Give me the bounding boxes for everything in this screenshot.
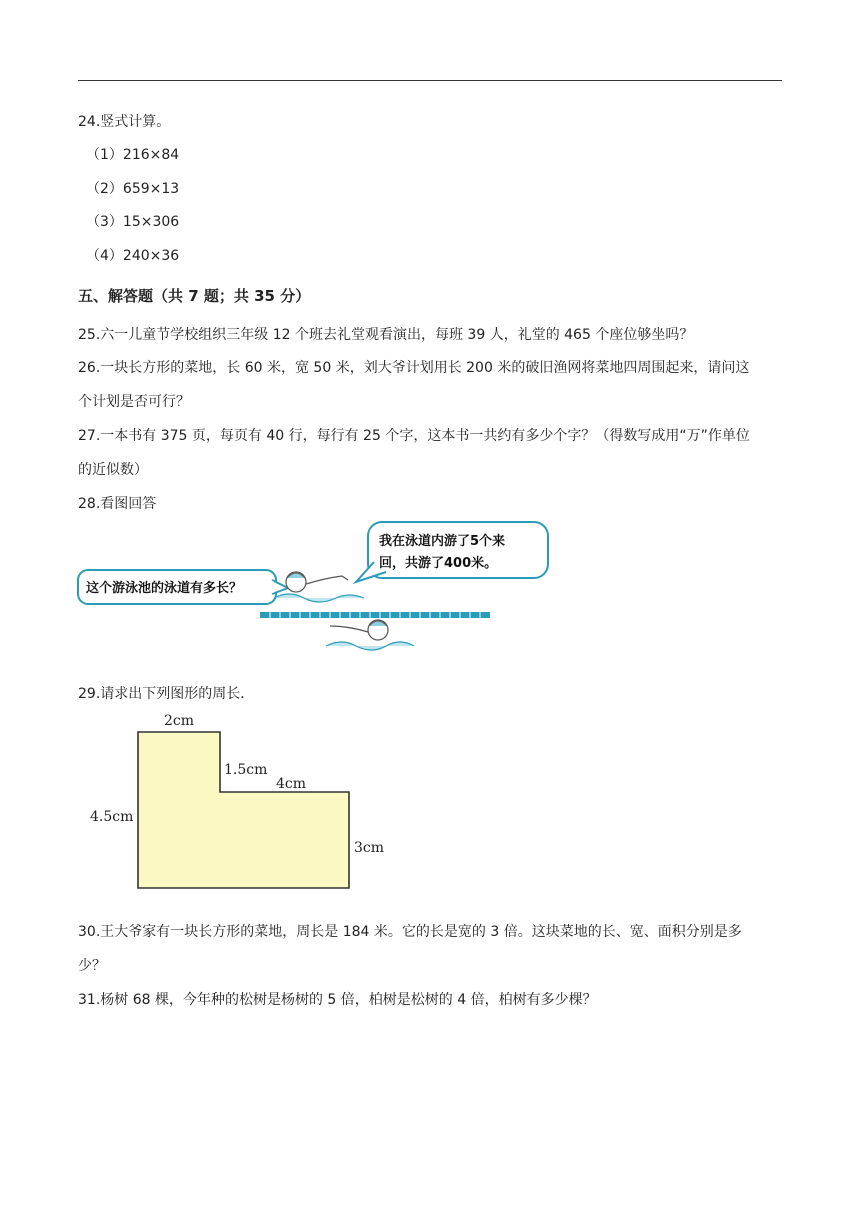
q25-text: 25.六一儿童节学校组织三年级 12 个班去礼堂观看演出，每班 39 人，礼堂的 465 个座位够坐吗？ — [78, 327, 694, 343]
l-shape-figure — [82, 706, 386, 894]
right-bubble-line2: 回，共游了400米。 — [379, 556, 498, 571]
right-bubble-line1: 我在泳道内游了5个来 — [379, 534, 506, 549]
label-top: 2cm — [164, 713, 195, 729]
q26-line2: 个计划是否可行？ — [78, 394, 190, 410]
q29-title: 29.请求出下列图形的周长． — [78, 686, 255, 702]
lane-rope — [260, 612, 490, 618]
q31-text: 31.杨树 68 棵，今年种的松树是杨树的 5 倍，柏树是松树的 4 倍，柏树有多少棵？ — [78, 992, 597, 1008]
left-speech-bubble — [78, 570, 288, 604]
q24-item-1: （1）216×84 — [86, 147, 180, 163]
q27-line1: 27.一本书有 375 页，每页有 40 行，每行有 25 个字，这本书一共约有多少个字？（得数写成用“万”作单位 — [78, 428, 750, 444]
q26-line1: 26.一块长方形的菜地，长 60 米，宽 50 米，刘大爷计划用长 200 米的破旧渔网将菜地四周围起来，请问这 — [78, 360, 750, 376]
right-speech-bubble — [356, 522, 548, 582]
left-bubble-text: 这个游泳池的泳道有多长？ — [86, 581, 243, 596]
q24-item-3: （3）15×306 — [86, 214, 180, 230]
q28-title: 28.看图回答 — [78, 496, 157, 512]
label-step-vertical: 1.5cm — [224, 762, 268, 778]
q24-item-4: （4）240×36 — [86, 248, 180, 264]
swimmer-icon-2 — [326, 620, 414, 650]
label-right: 3cm — [354, 840, 385, 856]
label-left: 4.5cm — [90, 809, 134, 825]
q24-title: 24.竖式计算。 — [78, 114, 171, 130]
q30-line1: 30.王大爷家有一块长方形的菜地，周长是 184 米。它的长是宽的 3 倍。这块菜地的长、宽、面积分别是多 — [78, 924, 742, 940]
l-shape — [138, 732, 349, 888]
swimmer-icon — [274, 572, 364, 602]
swimming-illustration — [74, 518, 552, 660]
q30-line2: 少？ — [78, 958, 106, 974]
q24-item-2: （2）659×13 — [86, 181, 180, 197]
section-heading: 五、解答题（共 7 题；共 35 分） — [78, 287, 311, 305]
header-rule — [78, 80, 782, 81]
q27-line2: 的近似数） — [78, 462, 148, 478]
label-step-horizontal: 4cm — [276, 776, 307, 792]
